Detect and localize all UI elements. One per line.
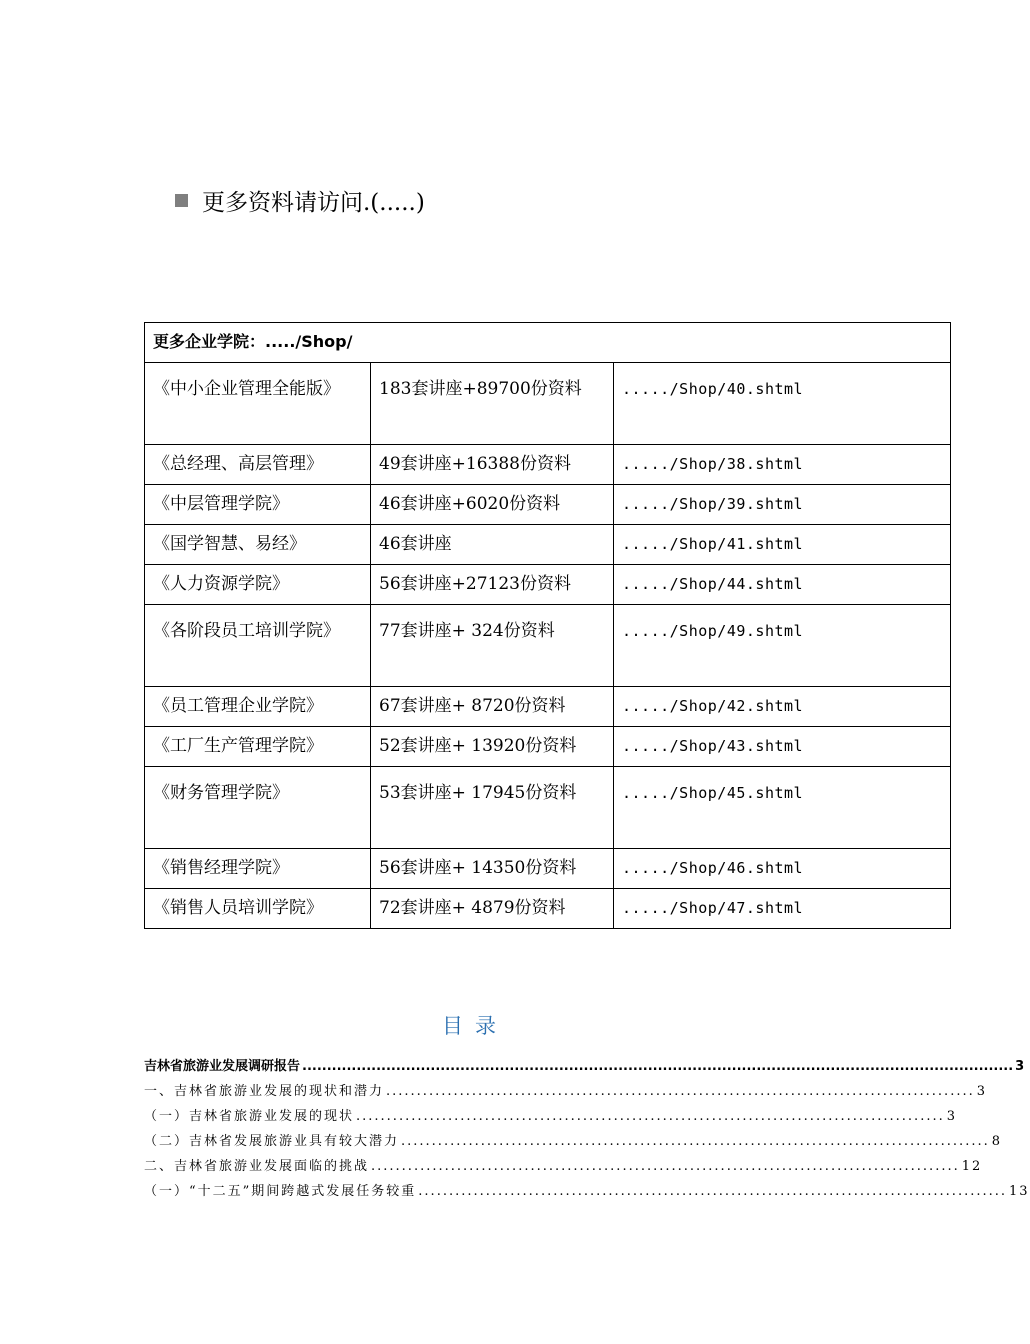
toc-entry[interactable] (144, 1055, 1025, 1080)
table-row (145, 565, 951, 605)
course-desc: 77套讲座+ 324份资料 (371, 605, 614, 687)
toc-entry-text: （二）吉林省发展旅游业具有较大潜力 (144, 1134, 400, 1149)
course-desc: 67套讲座+ 8720份资料 (371, 687, 614, 727)
table-row (145, 687, 951, 727)
course-url[interactable]: ...../Shop/44.shtml (614, 565, 951, 605)
toc-entry[interactable] (144, 1080, 987, 1105)
course-name: 《财务管理学院》 (145, 767, 371, 849)
course-name: 《中层管理学院》 (145, 485, 371, 525)
toc-entry-text: 吉林省旅游业发展调研报告 (144, 1059, 301, 1074)
toc-entry-text: （一）“十二五”期间跨越式发展任务较重 (144, 1184, 417, 1199)
toc-title: 目录 (442, 1014, 508, 1038)
course-url[interactable]: ...../Shop/49.shtml (614, 605, 951, 687)
course-url[interactable]: ...../Shop/40.shtml (614, 363, 951, 445)
course-url[interactable]: ...../Shop/41.shtml (614, 525, 951, 565)
table-of-contents (144, 1055, 1030, 1205)
course-desc: 56套讲座+ 14350份资料 (371, 849, 614, 889)
toc-leader: ................................................................................................ (356, 1109, 945, 1124)
course-url[interactable]: ...../Shop/43.shtml (614, 727, 951, 767)
course-url[interactable]: ...../Shop/42.shtml (614, 687, 951, 727)
course-url[interactable]: ...../Shop/39.shtml (614, 485, 951, 525)
table-row (145, 525, 951, 565)
heading-text: 更多资料请访问.(.....) (202, 190, 425, 216)
toc-leader: ................................................................................................ (418, 1184, 1007, 1199)
course-name: 《总经理、高层管理》 (145, 445, 371, 485)
course-desc: 46套讲座+6020份资料 (371, 485, 614, 525)
table-row (145, 889, 951, 929)
toc-entry[interactable] (144, 1105, 957, 1130)
table-row (145, 605, 951, 687)
toc-leader: ................................................................................................ (371, 1159, 960, 1174)
table-row (145, 485, 951, 525)
table-row (145, 849, 951, 889)
toc-entry-text: 二、吉林省旅游业发展面临的挑战 (144, 1159, 370, 1174)
table-row (145, 363, 951, 445)
toc-entry-text: 一、吉林省旅游业发展的现状和潜力 (144, 1084, 385, 1099)
course-name: 《工厂生产管理学院》 (145, 727, 371, 767)
toc-entry[interactable] (144, 1180, 1030, 1205)
course-name: 《人力资源学院》 (145, 565, 371, 605)
course-name: 《国学智慧、易经》 (145, 525, 371, 565)
course-url[interactable]: ...../Shop/46.shtml (614, 849, 951, 889)
toc-entry[interactable] (144, 1130, 1002, 1155)
course-desc: 53套讲座+ 17945份资料 (371, 767, 614, 849)
catalog-header: 更多企业学院：...../Shop/ (145, 323, 951, 363)
course-desc: 56套讲座+27123份资料 (371, 565, 614, 605)
table-row (145, 767, 951, 849)
course-name: 《各阶段员工培训学院》 (145, 605, 371, 687)
course-desc: 49套讲座+16388份资料 (371, 445, 614, 485)
toc-entry-page: 3 (946, 1109, 957, 1124)
toc-entry-text: （一）吉林省旅游业发展的现状 (144, 1109, 355, 1124)
catalog-table (144, 322, 951, 929)
course-name: 《中小企业管理全能版》 (145, 363, 371, 445)
toc-entry-page: 12 (961, 1159, 983, 1174)
heading (175, 184, 425, 217)
course-url[interactable]: ...../Shop/47.shtml (614, 889, 951, 929)
toc-leader: ................................................................................................................................................ (302, 1059, 1014, 1074)
course-desc: 72套讲座+ 4879份资料 (371, 889, 614, 929)
course-url[interactable]: ...../Shop/45.shtml (614, 767, 951, 849)
course-url[interactable]: ...../Shop/38.shtml (614, 445, 951, 485)
course-name: 《销售经理学院》 (145, 849, 371, 889)
toc-entry-page: 13 (1009, 1184, 1030, 1199)
toc-entry-page: 8 (991, 1134, 1002, 1149)
course-desc: 46套讲座 (371, 525, 614, 565)
table-row (145, 445, 951, 485)
toc-leader: ................................................................................................ (401, 1134, 990, 1149)
course-name: 《员工管理企业学院》 (145, 687, 371, 727)
course-name: 《销售人员培训学院》 (145, 889, 371, 929)
course-desc: 183套讲座+89700份资料 (371, 363, 614, 445)
toc-entry-page: 3 (976, 1084, 987, 1099)
toc-entry[interactable] (144, 1155, 983, 1180)
square-bullet-icon (175, 194, 188, 207)
toc-entry-page: 3 (1015, 1059, 1025, 1074)
course-desc: 52套讲座+ 13920份资料 (371, 727, 614, 767)
table-row (145, 727, 951, 767)
toc-leader: ................................................................................................ (386, 1084, 975, 1099)
